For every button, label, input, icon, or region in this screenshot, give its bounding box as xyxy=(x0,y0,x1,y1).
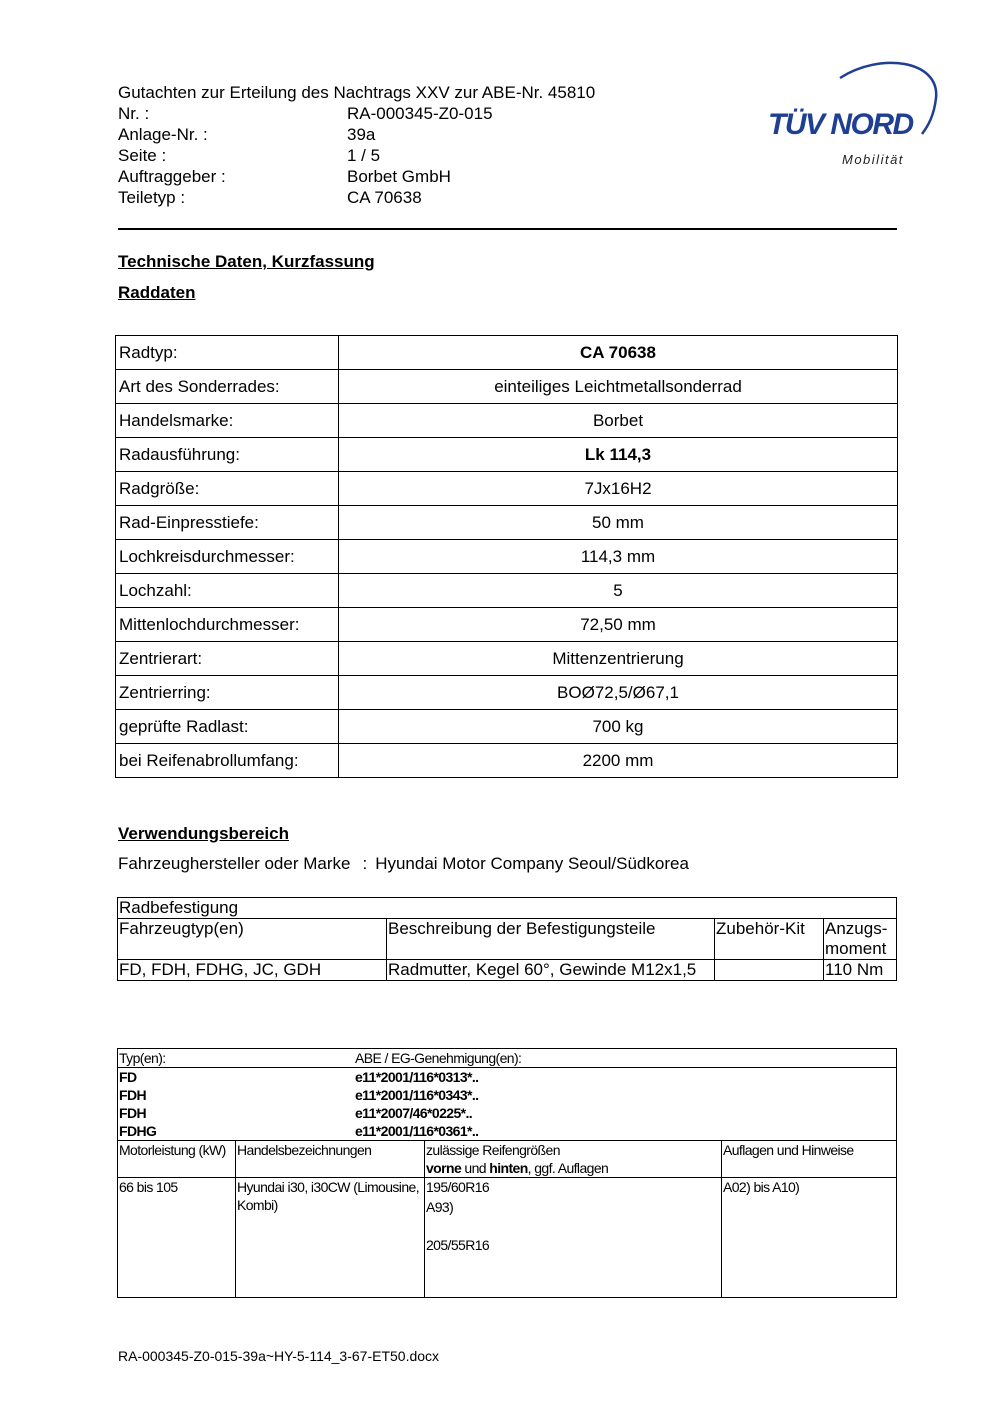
table-caption: Radbefestigung xyxy=(118,898,897,919)
header-value: 39a xyxy=(347,125,376,144)
table-cell-value: 700 kg xyxy=(339,710,898,744)
table-cell-value: 72,50 mm xyxy=(339,608,898,642)
tyre-header-line: zulässige Reifengrößen xyxy=(426,1142,560,1158)
table-cell-label: Zentrierart: xyxy=(116,642,339,676)
section-title-technische-daten: Technische Daten, Kurzfassung xyxy=(118,252,375,271)
table-cell: A02) bis A10) xyxy=(722,1178,897,1298)
table-row xyxy=(116,506,898,540)
approval-number: e11*2001/116*0361*.. xyxy=(355,1123,479,1139)
tyre-header-subline: vorne und hinten, ggf. Auflagen xyxy=(426,1160,609,1176)
table-row xyxy=(116,336,898,370)
header-value: RA-000345-Z0-015 xyxy=(347,104,493,123)
table-cell-label: Radausführung: xyxy=(116,438,339,472)
table-cell-value: BOØ72,5/Ø67,1 xyxy=(339,676,898,710)
approval-header-label: ABE / EG-Genehmigung(en): xyxy=(355,1050,522,1066)
header-label: Anlage-Nr. : xyxy=(118,125,208,144)
header-label: Seite : xyxy=(118,146,167,165)
tyre-note: A93) xyxy=(426,1199,454,1215)
type-code: FDHG xyxy=(119,1123,157,1139)
manufacturer-label: Fahrzeughersteller oder Marke xyxy=(118,854,351,873)
table-row xyxy=(116,676,898,710)
table-cell-label: Lochzahl: xyxy=(116,574,339,608)
table-cell-value: einteiliges Leichtmetallsonderrad xyxy=(339,370,898,404)
footer-filename: RA-000345-Z0-015-39a~HY-5-114_3-67-ET50.docx xyxy=(118,1348,440,1364)
table-cell-label: Rad-Einpresstiefe: xyxy=(116,506,339,540)
table-cell-label: geprüfte Radlast: xyxy=(116,710,339,744)
manufacturer-separator: : xyxy=(362,854,368,873)
table-cell-label: Lochkreisdurchmesser: xyxy=(116,540,339,574)
header-row-auftraggeber xyxy=(118,166,678,187)
table-cell-value: 114,3 mm xyxy=(339,540,898,574)
table-cell-value: 7Jx16H2 xyxy=(339,472,898,506)
approval-number: e11*2001/116*0343*.. xyxy=(355,1087,479,1103)
types-header xyxy=(118,1049,897,1068)
header-label: Teiletyp : xyxy=(118,188,186,207)
table-row xyxy=(118,1178,897,1298)
raddaten-table xyxy=(115,335,898,778)
header-label: Nr. : xyxy=(118,104,150,123)
table-cell-label: Handelsmarke: xyxy=(116,404,339,438)
table-cell xyxy=(715,960,824,981)
table-cell-value: CA 70638 xyxy=(339,336,898,370)
manufacturer-line xyxy=(118,854,689,874)
tuv-nord-logo xyxy=(760,56,950,176)
table-row xyxy=(116,744,898,778)
table-cell: 66 bis 105 xyxy=(118,1178,236,1298)
table-cell-value: Mittenzentrierung xyxy=(339,642,898,676)
types-list xyxy=(118,1068,897,1141)
table-cell-value: Lk 114,3 xyxy=(339,438,898,472)
table-row xyxy=(116,710,898,744)
table-header-row xyxy=(118,919,897,960)
header-row-anlage xyxy=(118,124,678,145)
table-cell: FD, FDH, FDHG, JC, GDH xyxy=(118,960,387,981)
table-row xyxy=(118,898,897,919)
column-header: Zubehör-Kit xyxy=(715,919,824,960)
column-header: Auflagen und Hinweise xyxy=(722,1141,897,1178)
header-value: 1 / 5 xyxy=(347,146,381,165)
table-row xyxy=(116,574,898,608)
table-cell: 110 Nm xyxy=(824,960,897,981)
type-code: FDH xyxy=(119,1105,146,1121)
table-row xyxy=(116,540,898,574)
header-value: Borbet GmbH xyxy=(347,167,451,186)
section-title-verwendungsbereich: Verwendungsbereich xyxy=(118,824,289,843)
table-cell-value: Borbet xyxy=(339,404,898,438)
column-header: Beschreibung der Befestigungsteile xyxy=(387,919,715,960)
column-header: Fahrzeugtyp(en) xyxy=(118,919,387,960)
table-row xyxy=(116,370,898,404)
document-header xyxy=(118,82,678,208)
section-title-raddaten: Raddaten xyxy=(118,283,196,302)
column-header: Motorleistung (kW) xyxy=(118,1141,236,1178)
table-row xyxy=(116,608,898,642)
typgenehmigung-table xyxy=(117,1048,897,1298)
table-row xyxy=(116,438,898,472)
types-header-label: Typ(en): xyxy=(119,1050,166,1066)
tyre-size: 205/55R16 xyxy=(426,1237,490,1253)
column-header: Anzugs-moment xyxy=(824,919,897,960)
logo-sub: Mobilität xyxy=(842,152,904,167)
table-row xyxy=(116,404,898,438)
table-cell-value: 5 xyxy=(339,574,898,608)
table-row xyxy=(118,960,897,981)
logo-brand: TÜV NORD xyxy=(768,108,913,141)
table-cell-label: Art des Sonderrades: xyxy=(116,370,339,404)
radbefestigung-table xyxy=(117,897,897,981)
header-title: Gutachten zur Erteilung des Nachtrags XXV zur ABE-Nr. 45810 xyxy=(118,83,596,102)
table-row xyxy=(116,472,898,506)
approval-number: e11*2007/46*0225*.. xyxy=(355,1105,473,1121)
header-divider xyxy=(118,228,897,230)
type-code: FDH xyxy=(119,1087,146,1103)
header-label: Auftraggeber : xyxy=(118,167,226,186)
table-cell-value: 2200 mm xyxy=(339,744,898,778)
approval-number: e11*2001/116*0313*.. xyxy=(355,1069,479,1085)
header-value: CA 70638 xyxy=(347,188,422,207)
header-row-seite xyxy=(118,145,678,166)
table-cell-label: Radtyp: xyxy=(116,336,339,370)
table-cell: Hyundai i30, i30CW (Limousine, Kombi) xyxy=(236,1178,425,1298)
tyre-size: 195/60R16 xyxy=(426,1179,490,1195)
table-row xyxy=(118,1068,897,1141)
table-header-row xyxy=(118,1141,897,1178)
table-cell xyxy=(425,1178,722,1298)
table-cell-label: Zentrierring: xyxy=(116,676,339,710)
table-row xyxy=(116,642,898,676)
table-cell-label: Radgröße: xyxy=(116,472,339,506)
table-cell-value: 50 mm xyxy=(339,506,898,540)
table-cell-label: Mittenlochdurchmesser: xyxy=(116,608,339,642)
table-cell-label: bei Reifenabrollumfang: xyxy=(116,744,339,778)
table-header-row xyxy=(118,1049,897,1068)
header-row-teiletyp xyxy=(118,187,678,208)
column-header: Handelsbezeichnungen xyxy=(236,1141,425,1178)
table-cell: Radmutter, Kegel 60°, Gewinde M12x1,5 xyxy=(387,960,715,981)
column-header xyxy=(425,1141,722,1178)
manufacturer-value: Hyundai Motor Company Seoul/Südkorea xyxy=(375,854,689,873)
header-row-nr xyxy=(118,103,678,124)
type-code: FD xyxy=(119,1069,137,1085)
